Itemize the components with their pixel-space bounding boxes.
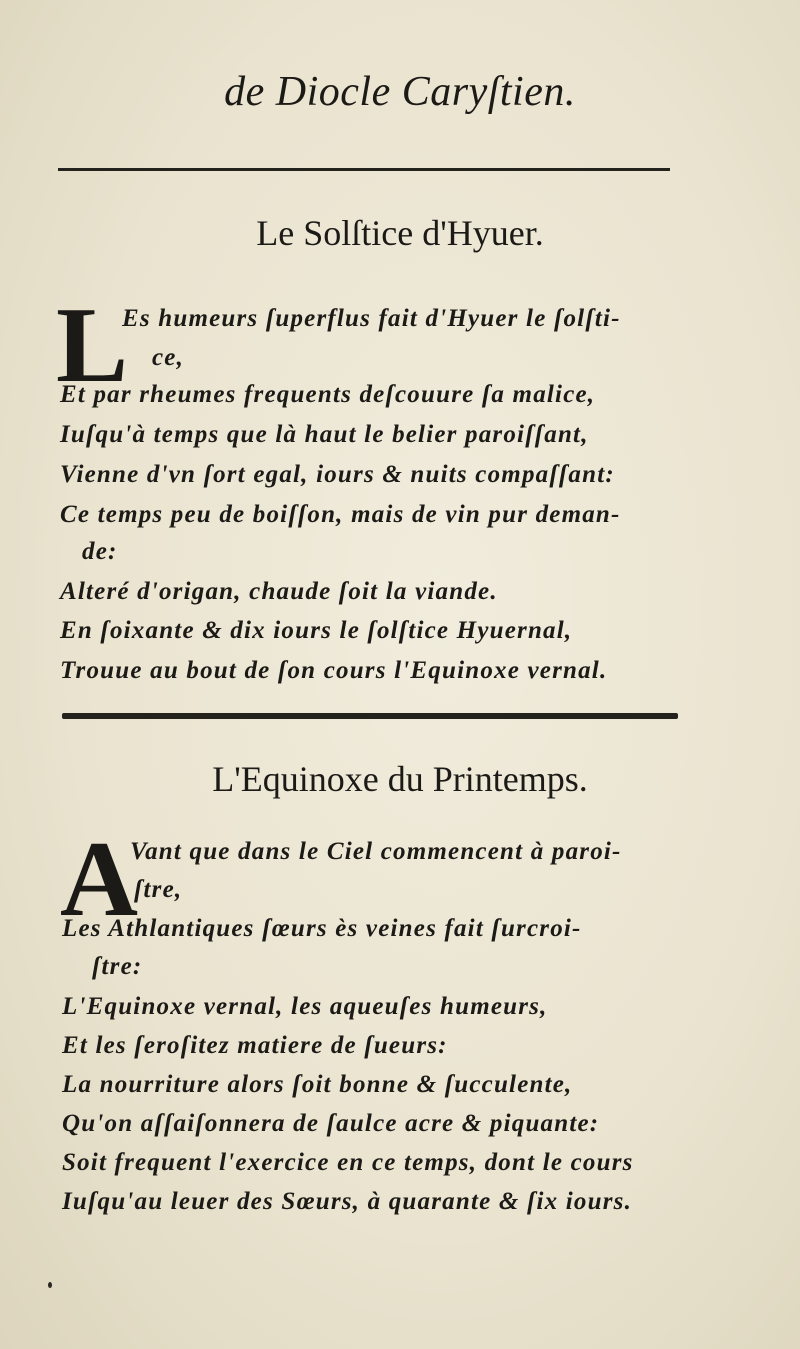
verse-line: La nourriture alors ſoit bonne & ſucculente, [62, 1071, 573, 1098]
verse-line: Et les ſeroſitez matiere de ſueurs: [62, 1032, 448, 1059]
verse-line: Es humeurs ſuperflus fait d'Hyuer le ſolſti- [122, 305, 621, 332]
verse-line: Vienne d'vn ſort egal, iours & nuits compaſſant: [60, 461, 615, 488]
verse-line: Iuſqu'à temps que là haut le belier paroiſſant, [60, 421, 589, 448]
section-divider [62, 713, 678, 719]
dropcap-a: A [60, 820, 138, 939]
verse-line: ſtre, [134, 876, 183, 903]
verse-line: de: [82, 538, 118, 565]
verse-line: Ce temps peu de boiſſon, mais de vin pur deman- [60, 501, 621, 528]
verse-line: Alteré d'origan, chaude ſoit la viande. [60, 578, 498, 605]
verse-line: Iuſqu'au leuer des Sœurs, à quarante & ſix iours. [62, 1188, 633, 1215]
verse-line: Soit frequent l'exercice en ce temps, dont le cours [62, 1149, 634, 1176]
verse-line: ce, [152, 344, 185, 371]
verse-line: ſtre: [92, 953, 143, 980]
verse-line: Qu'on aſſaiſonnera de ſaulce acre & piquante: [62, 1110, 600, 1137]
verse-line: Et par rheumes frequents deſcouure ſa malice, [60, 381, 596, 408]
verse-line: Trouue au bout de ſon cours l'Equinoxe vernal. [60, 657, 608, 684]
section-title-spring-equinox: L'Equinoxe du Printemps. [212, 759, 588, 799]
section-title-winter-solstice: Le Solſtice d'Hyuer. [256, 213, 544, 253]
verse-line: En ſoixante & dix iours le ſolſtice Hyuernal, [60, 617, 573, 644]
verse-line: Les Athlantiques ſœurs ès veines fait ſurcroi- [62, 915, 582, 942]
top-rule [58, 168, 670, 171]
dropcap-l: L [56, 286, 129, 405]
running-header: de Diocle Caryſtien. [224, 69, 576, 115]
verse-line: L'Equinoxe vernal, les aqueuſes humeurs, [62, 993, 548, 1020]
verse-line: Vant que dans le Ciel commencent à paroi- [130, 838, 622, 865]
ink-speck [48, 1282, 52, 1288]
